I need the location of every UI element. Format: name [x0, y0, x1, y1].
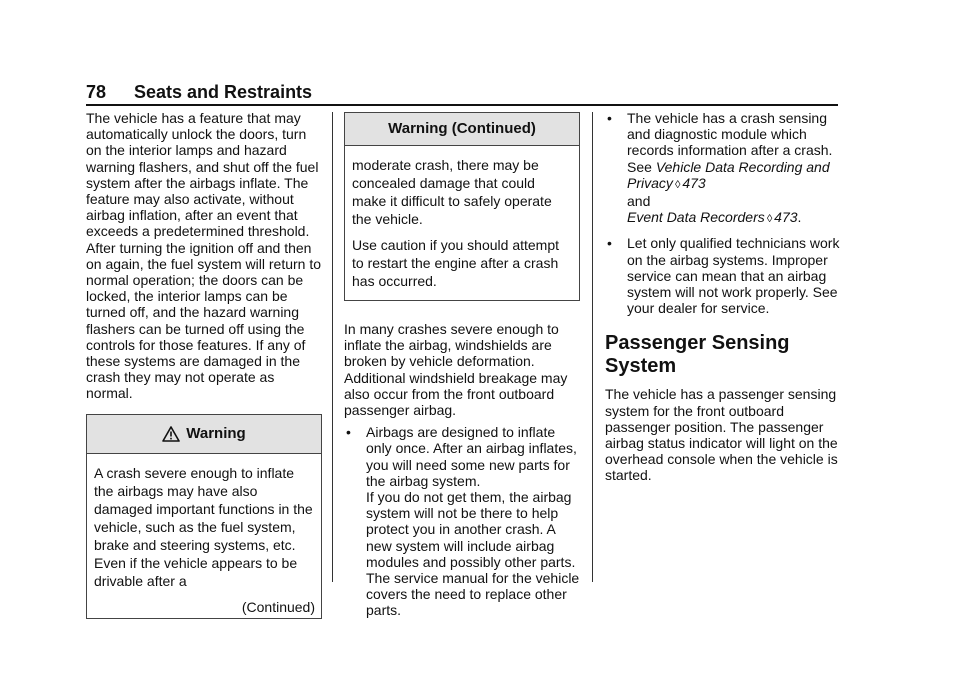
- bullet-text: The vehicle has a crash sensing and diagnostic module which records information after a crash. See: [627, 110, 833, 175]
- warning-continued-box: [344, 112, 580, 301]
- bullet-mark: •: [607, 110, 612, 126]
- column-divider: [332, 112, 333, 582]
- warning-triangle-icon: [162, 426, 180, 442]
- section-title: Seats and Restraints: [134, 82, 313, 102]
- column-2: [344, 112, 580, 625]
- bullet-text: Let only qualified technicians work on the airbag systems. Improper service can mean that an airbag system will not work properly. See your dealer for service.: [627, 235, 840, 317]
- passenger-sensing-paragraph: The vehicle has a passenger sensing system for the front outboard passenger position. The passenger airbag status indicator will light on the overhead console when the vehicle is started.: [605, 386, 838, 484]
- page-header: [86, 82, 838, 104]
- event-data-recorders-link[interactable]: Event Data Recorders ◊ 473: [627, 209, 798, 226]
- column-1: [86, 110, 322, 619]
- page-ref-icon: ◊: [766, 213, 773, 226]
- bullet-text: Airbags are designed to inflate only once. After an airbag inflates, you will need some new parts for the airbag system.: [366, 424, 577, 489]
- list-item: [605, 235, 841, 316]
- continued-label: (Continued): [241, 598, 315, 615]
- warning-text: A crash severe enough to inflate the airbags may have also damaged important functions in the vehicle, such as the fuel system, brake and steering systems, etc. Even if the vehicle appears to be drivable after a: [94, 464, 313, 589]
- page-number: 78: [86, 82, 107, 102]
- and-text: and: [627, 193, 651, 210]
- bullet-text-continued: If you do not get them, the airbag system will not be there to help protect you in another crash. A new system will include airbag modules and possibly other parts. The service manual for the vehicle covers the need to replace other parts.: [366, 489, 580, 619]
- warning-title: Warning: [186, 424, 246, 442]
- vehicle-data-recording-link[interactable]: Vehicle Data Recording and Privacy ◊ 473: [627, 158, 830, 191]
- page-ref-icon: ◊: [674, 178, 681, 191]
- intro-paragraph: The vehicle has a feature that may automatically unlock the doors, turn on the interior lamps and hazard warning flashers, and shut off the fuel system after the airbags inflate. The feature may also activate, without airbag inflation, after an event that exceeds a predetermined threshold. After turning the ignition off and then on again, the fuel system will return to normal operation; the doors can be locked, the interior lamps can be turned off, and the hazard warning flashers can be turned off using the controls for those features. If any of these systems are damaged in the crash they may not operate as normal.: [86, 110, 322, 402]
- list-item: • The vehicle has a crash sensing and diagnostic module which records information after a crash. See Vehicle Data Recording and Privacy ◊ 473 and Event Data Recorders ◊ 473.: [607, 110, 833, 226]
- header-divider: [86, 104, 838, 106]
- warning-continued-header: Warning (Continued): [345, 113, 579, 146]
- column-3: [605, 110, 841, 490]
- warning-box: [86, 414, 322, 619]
- warning-continued-text-2: Use caution if you should attempt to restart the engine after a crash has occurred.: [352, 237, 560, 289]
- warning-header: [87, 415, 321, 454]
- bullet-mark: •: [607, 235, 612, 252]
- warning-continued-text-1: moderate crash, there may be concealed damage that could make it difficult to safely operate the vehicle.: [352, 157, 552, 227]
- section-heading: Passenger Sensing System: [605, 332, 790, 378]
- column-divider: [592, 112, 593, 582]
- windshield-paragraph: In many crashes severe enough to inflate the airbag, windshields are broken by vehicle deformation. Additional windshield breakage may also occur from the front outboard passenger airbag.: [344, 321, 568, 419]
- list-item: [344, 424, 580, 618]
- bullet-mark: •: [346, 424, 351, 441]
